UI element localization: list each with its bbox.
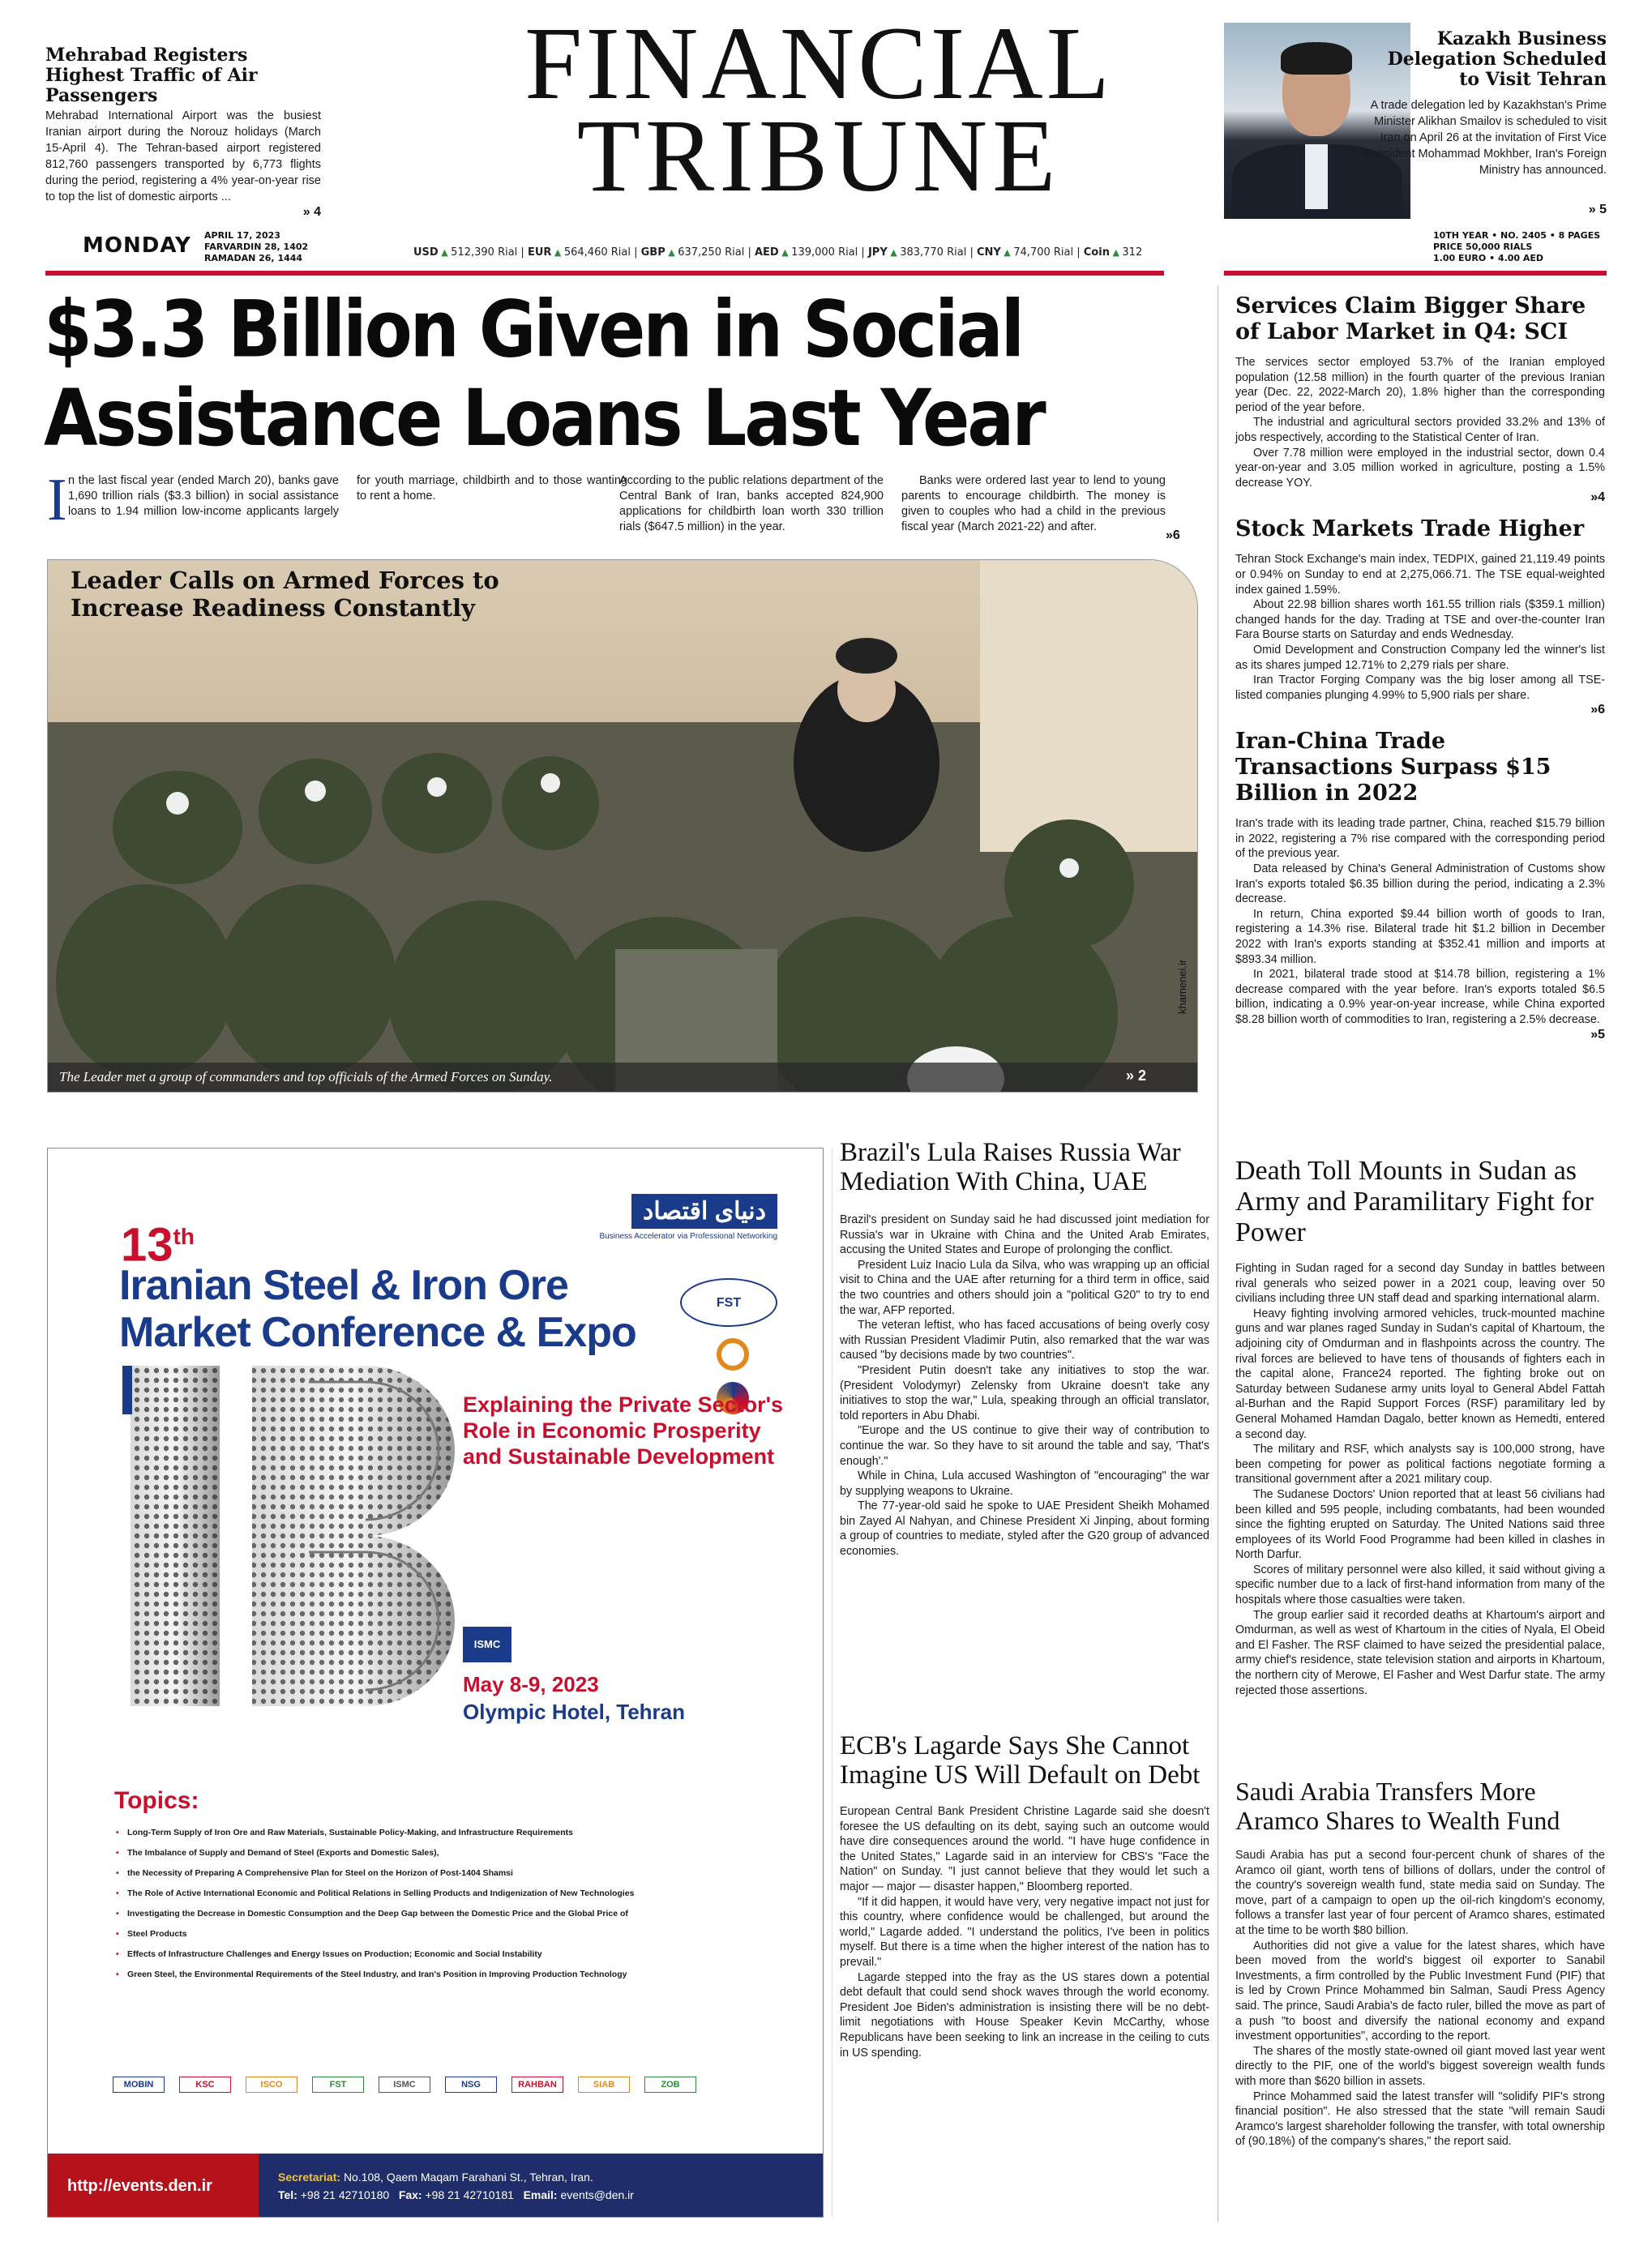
ad-topic-item: • the Necessity of Preparing A Comprehensive Plan for Steel on the Horizon of Post-1404 Shamsi — [113, 1863, 810, 1884]
ad-venue: Olympic Hotel, Tehran — [463, 1700, 686, 1724]
sponsor-logo-icon: NSG — [445, 2077, 497, 2093]
ad-big-number-text — [122, 1366, 123, 1367]
rate-value: 74,700 Rial — [1013, 246, 1074, 259]
ad-date: May 8-9, 2023 — [463, 1672, 599, 1696]
paragraph: The Sudanese Doctors' Union reported that at least 56 civilians had been killed and 595 people, including combatants, had been wounded since the fighting erupted on Saturday. The United Nations said three employees of its World Food Programme had been killed in clashes in North Darfur. — [1235, 1487, 1605, 1562]
teaser-right-text: A trade delegation led by Kazakhstan's Prime Minister Alikhan Smailov is scheduled to visit Iran on April 26 at the invitation of First Vice President Mohammad Mokhber, Iran's Foreign Ministry has announced. — [1365, 99, 1607, 177]
rate-2: | GBP ▲ 637,250 Rial — [630, 246, 745, 259]
sponsor-logo-icon: SIAB — [578, 2077, 630, 2093]
ad-topic-item: • Investigating the Decrease in Domestic Consumption and the Deep Gap between the Domestic Price and the Global Price of — [113, 1904, 810, 1924]
photo-caption-bar — [48, 1063, 1198, 1093]
rate-value: 564,460 Rial — [563, 246, 631, 259]
paragraph: While in China, Lula accused Washington of "encouraging" the war by supplying weapons to Ukraine. — [840, 1469, 1209, 1498]
leader-meeting-photo — [48, 560, 1198, 1093]
rate-value: 637,250 Rial — [678, 246, 745, 259]
paragraph: Omid Development and Construction Company led the winner's list as its shares jumped 12.71% to 2,279 rials per share. — [1235, 643, 1605, 672]
paragraph: Prince Mohammed said the latest transfer will "solidify PIF's strong financial position". He also stressed that the state "will remain Saudi Aramco's largest shareholder following the transfer, with total ownership of (90.18%) of the company's shares," the report said. — [1235, 2090, 1605, 2149]
date-strip — [45, 229, 1607, 271]
sponsor-logo-icon: FST — [312, 2077, 364, 2093]
right-story-page[interactable]: »6 — [1590, 703, 1605, 717]
masthead-rule-right — [1224, 271, 1607, 276]
paragraph: The shares of the mostly state-owned oil giant moved last year went directly to the PIF, one of the world's biggest sovereign wealth funds with more than $620 billion in assets. — [1235, 2044, 1605, 2088]
portrait-hair — [1281, 42, 1352, 75]
right-story-1[interactable] — [1235, 516, 1605, 717]
paragraph: The 77-year-old said he spoke to UAE President Sheikh Mohamed bin Zayed Al Nahyan, and Chinese President Xi Jinping, about forming a group of countries to mediate, styled after the G20 group of advanced economies. — [840, 1499, 1209, 1559]
right-story-body — [1235, 816, 1605, 1027]
portrait-shirt — [1305, 144, 1328, 209]
rate-value: 139,000 Rial — [791, 246, 858, 259]
ad-topic-item: • Green Steel, the Environmental Requirements of the Steel Industry, and Iran's Position in Improving Production Technology — [113, 1965, 810, 1985]
teaser-left[interactable] — [45, 45, 321, 220]
right-story-0[interactable] — [1235, 293, 1605, 505]
ad-big-13-graphic — [122, 1366, 463, 1714]
paragraph: In 2021, bilateral trade stood at $14.78 billion, registering a 1% decrease compared with the year before. Iran's exports totaled $6.5 billion, indicating a 0.9% year-on-year increase, while China exported $8.28 billion worth of commodities to Iran, registering a 2.5% decrease. — [1235, 968, 1605, 1026]
ad-topic-item: • Steel Products — [113, 1924, 810, 1944]
ad-topics-list — [113, 1823, 810, 1985]
paragraph: Data released by China's General Administration of Customs show Iran's exports totaled $6.35 billion during the period, indicating a 2.3% decrease. — [1235, 862, 1605, 906]
ecb-body — [840, 1804, 1209, 2060]
ad-edition: 13th — [121, 1218, 195, 1272]
photo-caption: The Leader met a group of commanders and top officials of the Armed Forces on Sunday. — [59, 1069, 553, 1084]
issue-info: 10TH YEAR • NO. 2405 • 8 PAGES PRICE 50,000 RIALS 1.00 EURO • 4.00 AED — [1433, 230, 1601, 263]
teaser-right[interactable] — [1224, 23, 1607, 219]
right-story-title: Iran-China Trade Transactions Surpass $15 Billion in 2022 — [1235, 729, 1551, 806]
paragraph: Fighting in Sudan raged for a second day Sunday in battles between rival generals who seized power in a 2021 coup, leaving over 50 civilians including three UN staff dead and sparking international alarm. — [1235, 1262, 1605, 1306]
paragraph: In return, China exported $9.44 billion worth of goods to Iran, registering a 14.3% rise. Bilateral trade hit $1.2 billion in December 2022 with Iran's exports standing at $352.41 million and imports at $893.34 million. — [1235, 907, 1605, 966]
teaser-left-text: Mehrabad International Airport was the busiest Iranian airport during the Norouz holidays (March 15-April 4). The Tehran-based airport registered 812,760 passengers transported by 6,773 flights during the period, registering a 4% year-on-year rise to top the list of domestic airports ... — [45, 109, 321, 203]
steel-expo-ad[interactable] — [47, 1148, 824, 2218]
up-arrow-icon: ▲ — [778, 247, 792, 258]
paragraph: European Central Bank President Christine Lagarde said she doesn't foresee the US defaulting on its debt, saying such an outcome would have dire consequences around the world. "I have huge confidence in the United States," Lagarde said in an interview for CBS's "Face the Nation" on Sunday. "I just cannot believe that they would let such a major — major — disaster happen," Bloomberg reported. — [840, 1805, 1209, 1893]
up-arrow-icon: ▲ — [1109, 247, 1123, 258]
lead-col-1: n the last fiscal year (ended March 20), banks gave 1,690 trillion rials ($3.3 billion) in social assistance loans to 1.94 million low-income applicants largely for youth marriage, childbirth and to those wanting to rent a home. — [68, 474, 627, 518]
paragraph: Iran's trade with its leading trade partner, China, reached $15.79 billion in 2022, registering a 7% rise compared with the corresponding period of the previous year. — [1235, 817, 1605, 861]
rate-3: | AED ▲ 139,000 Rial — [744, 246, 858, 259]
lead-col-3: According to the public relations department of the Central Bank of Iran, banks accepted 824,900 applications for childbirth loan worth 330 trillion rials ($647.5 million) in the year. Banks were ordered last year to lend to young parents to encourage childbirth. The money is given to couples who had a child in the previous fiscal year (March 2021-22) and after. — [619, 474, 1166, 533]
right-story-page[interactable]: »5 — [1590, 1027, 1605, 1042]
saudi-story[interactable] — [1235, 1777, 1605, 2149]
right-column — [1235, 293, 1605, 1054]
up-arrow-icon: ▲ — [551, 247, 564, 258]
more-arrow-icon: » — [302, 205, 310, 219]
teaser-right-page[interactable]: » 5 — [1588, 203, 1607, 216]
more-arrow-icon: » — [1126, 1067, 1135, 1084]
rate-value: 383,770 Rial — [900, 246, 967, 259]
teaser-left-title: Mehrabad Registers Highest Traffic of Air Passengers — [45, 45, 258, 106]
lead-page[interactable]: »6 — [1166, 528, 1180, 542]
teaser-left-page[interactable]: » 4 — [302, 205, 321, 219]
rate-value: 312 — [1122, 246, 1143, 259]
ad-topic-item: • Long-Term Supply of Iron Ore and Raw Materials, Sustainable Policy-Making, and Infrastructure Requirements — [113, 1823, 810, 1843]
more-arrow-icon: » — [1590, 490, 1599, 505]
paragraph: Iran Tractor Forging Company was the big loser among all TSE-listed companies plunging 4.99% to 5,900 rials per share. — [1235, 674, 1605, 702]
paragraph: The industrial and agricultural sectors provided 33.2% and 13% of jobs respectively, according to the Statistical Center of Iran. — [1235, 416, 1605, 444]
photo-credit: khamenei.ir — [1176, 959, 1188, 1014]
brazil-body — [840, 1213, 1209, 1559]
up-arrow-icon: ▲ — [887, 247, 901, 258]
more-arrow-icon: » — [1590, 1027, 1599, 1042]
ad-contact: Secretariat: No.108, Qaem Maqam Farahani St., Tehran, Iran. Tel: +98 21 42710180 Fax: +98 21 42710181 Email: events@den.ir — [259, 2154, 824, 2218]
sponsor-logo-icon: MOBIN — [113, 2077, 165, 2093]
saudi-body — [1235, 1848, 1605, 2149]
rate-code: USD — [413, 246, 439, 259]
teaser-right-title: Kazakh Business Delegation Scheduled to Visit Tehran — [1387, 28, 1607, 90]
rate-4: | JPY ▲ 383,770 Rial — [858, 246, 967, 259]
ecb-story[interactable] — [840, 1731, 1209, 2060]
sudan-body — [1235, 1261, 1605, 1698]
paragraph: "Europe and the US continue to give their way of contribution to continue the war. So they have to sit around the table and say, 'That's enough'." — [840, 1424, 1209, 1468]
rate-code: CNY — [976, 246, 1001, 259]
right-story-title: Stock Markets Trade Higher — [1235, 516, 1585, 542]
more-arrow-icon: » — [1590, 703, 1599, 717]
right-story-2[interactable] — [1235, 729, 1605, 1042]
paragraph: The military and RSF, which analysts say is 100,000 strong, have been competing for power as political factions negotiate forming a transitional government after a 2021 military coup. — [1235, 1443, 1605, 1486]
ad-sponsor-logo: دنیای اقتصاد Business Accelerator via Professional Networking — [567, 1194, 777, 1241]
more-arrow-icon: » — [1166, 528, 1173, 542]
sponsor-logo-icon: KSC — [179, 2077, 231, 2093]
masthead-title-line1: FINANCIAL — [524, 6, 1113, 121]
up-arrow-icon: ▲ — [1000, 247, 1014, 258]
more-arrow-icon: » — [1588, 203, 1596, 216]
paragraph: About 22.98 billion shares worth 161.55 trillion rials ($359.1 million) changed hands for the day. Trading at TSE and over-the-counter Iran Fara Bourse starts on Saturday and ends Wednesday. — [1235, 598, 1605, 642]
exchange-rates — [413, 246, 1224, 259]
ecb-title: ECB's Lagarde Says She Cannot Imagine US Will Default on Debt — [840, 1731, 1200, 1790]
day-label: MONDAY — [83, 233, 191, 258]
up-arrow-icon: ▲ — [438, 247, 452, 258]
right-story-body — [1235, 552, 1605, 703]
paragraph: Scores of military personnel were also killed, it said without giving a specific number due to a lack of first-hand information from many of the hospitals where those casualties were taken. — [1235, 1563, 1605, 1607]
right-story-page[interactable]: »4 — [1590, 490, 1605, 505]
paragraph: Over 7.78 million were employed in the industrial sector, down 0.4 year-on-year and 3.05 million worked in agriculture, posting a 1.5% decrease YOY. — [1235, 446, 1605, 490]
saudi-title: Saudi Arabia Transfers More Aramco Shares to Wealth Fund — [1235, 1777, 1560, 1835]
paragraph: The veteran leftist, who has faced accusations of being overly cosy with Russian President Vladimir Putin, also remarked that the war was caused "by decisions made by two countries". — [840, 1319, 1209, 1362]
paragraph: Saudi Arabia has put a second four-percent chunk of shares of the Aramco oil giant, worth tens of billions of dollars, under the control of the country's sovereign wealth fund, state media said on Sunday. The move, part of a campaign to open up the oil-rich kingdom's economy, follows a transfer last year of four percent of Aramco shares, estimated at the time to be worth $80 billion. — [1235, 1849, 1605, 1937]
paragraph: The group earlier said it recorded deaths at Khartoum's airport and Omdurman, as well as west of Khartoum in the cities of Nyala, El Obeid and El Fasher. The RSF claimed to have seized the presidential palace, army chief's residence, state television station and airports in Khartoum, the northern city of Merowe, El Fasher and West Darfur state. The army rejected those assertions. — [1235, 1608, 1605, 1697]
rate-code: GBP — [640, 246, 666, 259]
lead-dropcap: I — [47, 467, 67, 533]
ad-logo-strip — [113, 2040, 777, 2129]
right-story-body — [1235, 355, 1605, 490]
lead-body — [47, 467, 1180, 554]
ad-url[interactable]: http://events.den.ir — [48, 2154, 259, 2218]
brazil-story[interactable] — [840, 1138, 1209, 1559]
rate-code: JPY — [867, 246, 888, 259]
ad-topics-heading: Topics: — [114, 1787, 199, 1814]
sudan-story[interactable] — [1235, 1156, 1605, 1698]
rate-code: Coin — [1083, 246, 1110, 259]
paragraph: Tehran Stock Exchange's main index, TEDPIX, gained 21,119.49 points or 0.94% on Sunday to end at 2,275,066.71. The TSE equal-weighted index gained 1.59%. — [1235, 553, 1605, 597]
rate-0 — [413, 246, 517, 259]
paragraph: Brazil's president on Sunday said he had discussed joint mediation for Russia's war in Ukraine with China and the United Arab Emirates, accusing the United States and Europe of prolonging the conflict. — [840, 1213, 1209, 1257]
sponsor-logo-2-icon — [717, 1338, 749, 1371]
ad-title: Iranian Steel & Iron Ore Market Conference & Expo — [119, 1262, 636, 1356]
ad-theme: Explaining the Private Sector's Role in Economic Prosperity and Sustainable Development — [463, 1392, 784, 1469]
ad-footer — [48, 2154, 824, 2218]
masthead-title-line2: TRIBUNE — [576, 98, 1061, 213]
paragraph: Lagarde stepped into the fray as the US stares down a potential debt default that could send shock waves through the world economy. President Joe Biden's administration is insisting there will be no debt-limit negotiations with House Speaker Kevin McCarthy, whose Republicans have been seeking to link an increase in the ceiling to cuts in US spending. — [840, 1970, 1209, 2060]
rate-6: | Coin ▲ 312 — [1073, 246, 1143, 259]
fst-logo-icon: FST — [680, 1278, 777, 1327]
rate-code: EUR — [527, 246, 552, 259]
ad-topic-item: • The Role of Active International Economic and Political Relations in Selling Products and Indigenization of New Technologies — [113, 1884, 810, 1904]
rate-value: 512,390 Rial — [451, 246, 518, 259]
paragraph: "If it did happen, it would have very, very negative impact not just for this country, where confidence would be challenged, but around the world," Lagarde added. "I understand the politics, I've been in politics myself. But there is a time when the higher interest of the nation has to prevail." — [840, 1895, 1209, 1969]
sponsor-logo-icon: RAHBAN — [511, 2077, 563, 2093]
ismc-logo-icon: ISMC — [463, 1627, 511, 1662]
lead-headline[interactable]: $3.3 Billion Given in Social Assistance Loans Last Year — [44, 284, 1044, 464]
photo-page[interactable]: » 2 — [1126, 1067, 1147, 1084]
right-story-title: Services Claim Bigger Share of Labor Market in Q4: SCI — [1235, 293, 1586, 344]
paragraph: President Luiz Inacio Lula da Silva, who was wrapping up an official visit to China and the UAE after returning for a third term in office, said the two countries and others should join a "political G20" to try to end the war, AFP reported. — [840, 1258, 1209, 1317]
rate-code: AED — [754, 246, 779, 259]
brazil-title: Brazil's Lula Raises Russia War Mediation With China, UAE — [840, 1138, 1181, 1196]
ad-topic-item: • Effects of Infrastructure Challenges and Energy Issues on Production; Economic and Social Instability — [113, 1944, 810, 1965]
ad-topic-item: • The Imbalance of Supply and Demand of Steel (Exports and Domestic Sales), — [113, 1843, 810, 1863]
sponsor-logo-icon: ZOB — [644, 2077, 696, 2093]
rate-5: | CNY ▲ 74,700 Rial — [966, 246, 1074, 259]
paragraph: Authorities did not give a value for the latest shares, which have been moved from the world's biggest oil exporter to Sanabil Investments, a firm controlled by the Public Investment Fund (PIF) that is led by Crown Prince Mohammed bin Salman, Saudi Press Agency said. The prince, Saudi Arabia's de facto ruler, billed the move as part of a push "to boost and diversify the national economy and expand investment opportunities", according to the report. — [1235, 1939, 1605, 2043]
masthead-rule — [45, 271, 1164, 276]
sponsor-logo-icon: ISMC — [379, 2077, 430, 2093]
photo-frame — [47, 559, 1198, 1093]
paragraph: The services sector employed 53.7% of the Iranian employed population (12.58 million) in the fourth quarter of the previous Iranian year (Dec. 22, 2022-March 20), 1.8% higher than the corresponding period of the year before. — [1235, 356, 1605, 414]
sponsor-logo-icon: ISCO — [246, 2077, 297, 2093]
rate-1: | EUR ▲ 564,460 Rial — [517, 246, 631, 259]
paragraph: Heavy fighting involving armored vehicles, truck-mounted machine guns and war planes raged Sunday in Sudan's capital of Khartoum, the adjoining city of Omdurman and in flashpoints across the country. The rival forces are believed to have tens of thousands of fighters each in the capital alone, France24 reported. The fighting broke out on Saturday between Sudanese army units loyal to General Abdel Fattah al-Burhan and the Rapid Support Forces (RSF) paramilitary led by General Mohamed Hamdan Dagalo, better known as Hemedti, entered a second day. — [1235, 1307, 1605, 1441]
date-lines: APRIL 17, 2023 FARVARDIN 28, 1402 RAMADAN 26, 1444 — [204, 230, 309, 263]
sudan-title: Death Toll Mounts in Sudan as Army and Paramilitary Fight for Power — [1235, 1156, 1594, 1247]
photo-title[interactable]: Leader Calls on Armed Forces to Increase Readiness Constantly — [71, 567, 499, 622]
paragraph: "President Putin doesn't take any initiatives to stop the war. (President Volodymyr) Zelensky from Ukraine doesn't take any initiatives to stop the war," Lula, speaking through an official translator, told reporters in Abu Dhabi. — [840, 1363, 1209, 1422]
up-arrow-icon: ▲ — [665, 247, 678, 258]
